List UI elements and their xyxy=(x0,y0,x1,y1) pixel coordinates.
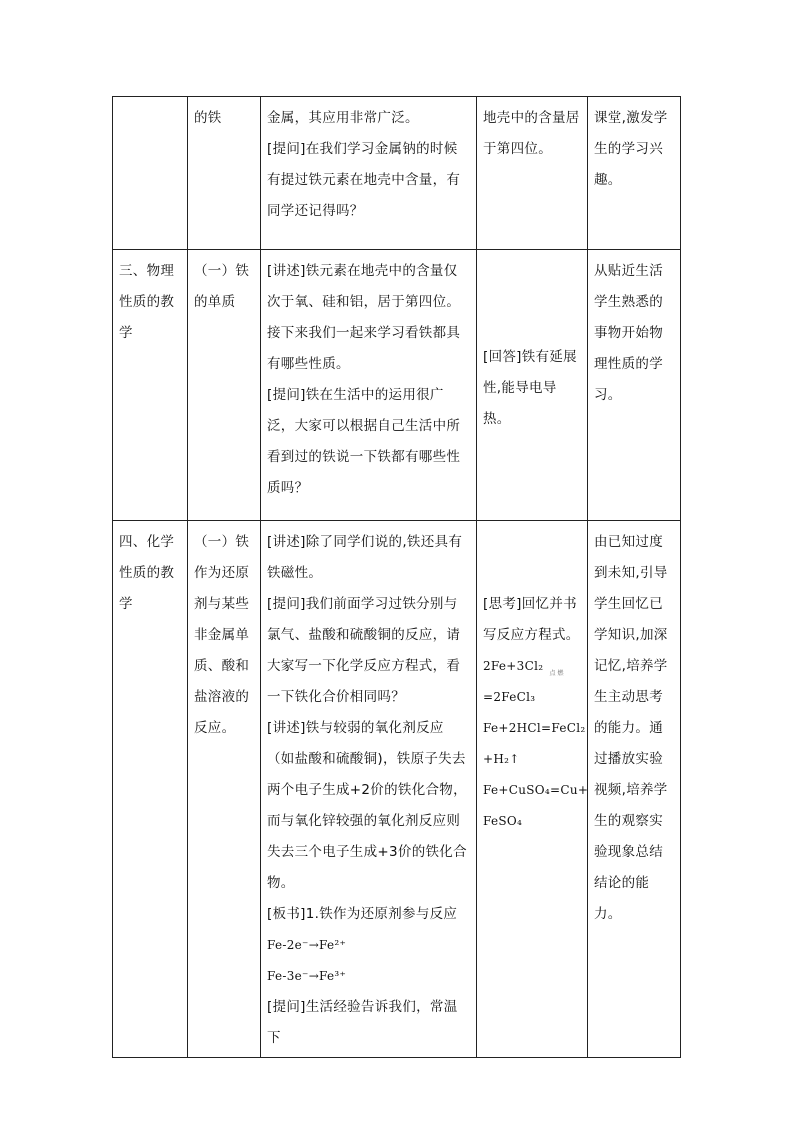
student-activity-cell xyxy=(477,521,588,1058)
half-reaction-2: Fe-3e⁻→Fe³⁺ xyxy=(267,969,347,983)
equation-1-reactants: 2Fe+3Cl₂ xyxy=(483,659,544,673)
stage-cell: 四、化学性质的教学 xyxy=(113,521,188,1058)
content-cell: （一）铁的单质 xyxy=(188,250,261,521)
teacher-paragraph: [讲述]铁与较弱的氧化剂反应（如盐酸和硫酸铜)，铁原子失去两个电子生成+2价的铁化合物，而与氧化锌较强的氧化剂反应则失去三个电子生成+3价的铁化合物。 xyxy=(267,720,467,891)
stage-cell xyxy=(113,97,188,250)
table-row xyxy=(113,97,681,250)
teacher-paragraph: [提问]我们前面学习过铁分别与氯气、盐酸和硫酸铜的反应，请大家写一下化学反应方程式，看一下铁化合价相同吗？ xyxy=(267,596,461,705)
equation-3: Fe+CuSO₄=Cu+ xyxy=(483,783,589,797)
half-reaction-1: Fe-2e⁻→Fe²⁺ xyxy=(267,938,347,952)
student-intro: [思考]回忆并书写反应方程式。 xyxy=(483,596,580,643)
student-activity-cell xyxy=(477,250,588,521)
teacher-paragraph: [提问]生活经验告诉我们，常温下 xyxy=(267,999,458,1046)
student-paragraph: 地壳中的含量居于第四位。 xyxy=(483,110,580,157)
teacher-paragraph: [讲述]铁元素在地壳中的含量仅次于氧、硅和铝，居于第四位。接下来我们一起来学习看铁都具有哪些性质。 xyxy=(267,263,461,372)
equation-1-product: =2FeCl₃ xyxy=(483,690,536,704)
equation-1 xyxy=(483,651,581,682)
equation-3-product: FeSO₄ xyxy=(483,814,523,828)
student-paragraph: [回答]铁有延展性,能导电导热。 xyxy=(483,348,577,427)
teacher-activity-cell xyxy=(261,521,477,1058)
teacher-paragraph: [提问]在我们学习金属钠的时候有提过铁元素在地壳中含量，有同学还记得吗？ xyxy=(267,141,461,219)
content-cell: （一）铁作为还原剂与某些非金属单质、酸和盐溶液的反应。 xyxy=(188,521,261,1058)
board-writing: [板书]1.铁作为还原剂参与反应 xyxy=(267,906,458,922)
equation-2-product: +H₂↑ xyxy=(483,752,520,766)
lesson-plan-table xyxy=(112,96,681,1058)
content-cell: 的铁 xyxy=(188,97,261,250)
teacher-activity-cell xyxy=(261,97,477,250)
teacher-paragraph: [讲述]除了同学们说的,铁还具有铁磁性。 xyxy=(267,534,463,581)
table-row xyxy=(113,521,681,1058)
stage-cell: 三、物理性质的教学 xyxy=(113,250,188,521)
design-intent-cell: 课堂,激发学生的学习兴趣。 xyxy=(588,97,681,250)
teacher-activity-cell xyxy=(261,250,477,521)
design-intent-cell: 由已知过度到未知,引导学生回忆已学知识,加深记忆,培养学生主动思考的能力。通过播放实验视频,培养学生的观察实验现象总结结论的能力。 xyxy=(588,521,681,1058)
equation-2: Fe+2HCl=FeCl₂ xyxy=(483,721,586,735)
table-row xyxy=(113,250,681,521)
teacher-paragraph: [提问]铁在生活中的运用很广泛，大家可以根据自己生活中所看到过的铁说一下铁都有哪些性质吗？ xyxy=(267,387,461,496)
reaction-condition-text: 点燃 xyxy=(549,670,566,677)
student-activity-cell xyxy=(477,97,588,250)
design-intent-cell: 从贴近生活学生熟悉的事物开始物理性质的学习。 xyxy=(588,250,681,521)
teacher-paragraph: 金属，其应用非常广泛。 xyxy=(267,110,419,126)
